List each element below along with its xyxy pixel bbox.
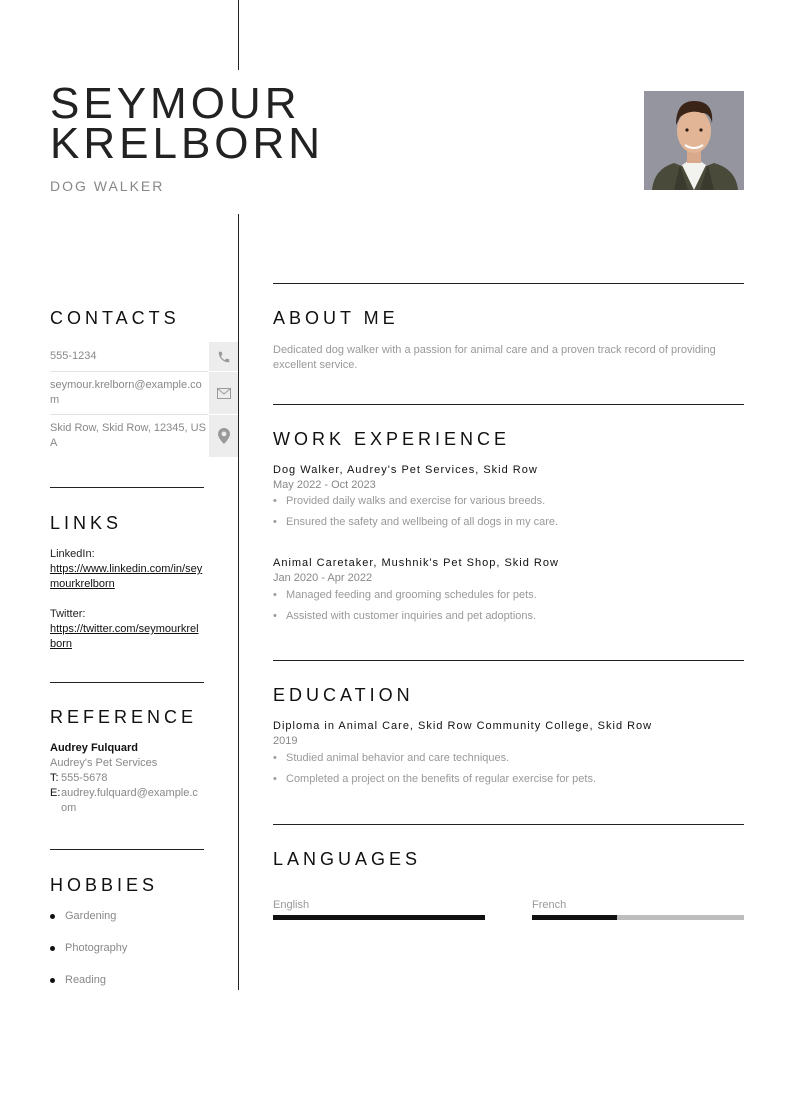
experience-date: Jan 2020 - Apr 2022 xyxy=(273,572,373,584)
about-text: Dedicated dog walker with a passion for animal care and a proven track record of providing excellent service. xyxy=(273,344,716,371)
bullet-text: Completed a project on the benefits of regular exercise for pets. xyxy=(286,773,597,785)
linkedin-label: LinkedIn: xyxy=(50,548,95,560)
reference-phone-row xyxy=(50,771,204,786)
section-divider xyxy=(273,824,744,825)
education-degree: Diploma in Animal Care, Skid Row Community College, Skid Row xyxy=(273,720,653,732)
profile-photo xyxy=(644,91,744,190)
experience-bullet: • Provided daily walks and exercise for various breeds. xyxy=(273,495,546,507)
section-divider xyxy=(273,404,744,405)
section-divider xyxy=(50,682,204,683)
contact-address xyxy=(50,415,238,457)
bullet-text: Studied animal behavior and care techniques. xyxy=(286,752,510,764)
candidate-name xyxy=(50,79,325,168)
bullet-text: Managed feeding and grooming schedules for pets. xyxy=(286,589,537,601)
about-heading: ABOUT ME xyxy=(273,308,399,328)
email-text: seymour.krelborn@example.com xyxy=(50,379,202,406)
hobby-item xyxy=(50,974,106,986)
link-linkedin xyxy=(50,547,204,592)
hobby-label: Reading xyxy=(65,974,106,986)
education-bullet: • Studied animal behavior and care techniques. xyxy=(273,752,510,764)
column-divider-line xyxy=(238,214,239,990)
reference-phone: 555-5678 xyxy=(61,772,108,784)
links-heading: LINKS xyxy=(50,513,123,533)
education-year: 2019 xyxy=(273,735,298,747)
twitter-label: Twitter: xyxy=(50,608,86,620)
hobby-item xyxy=(50,942,127,954)
contact-email xyxy=(50,372,238,414)
hobbies-heading: HOBBIES xyxy=(50,875,159,895)
bullet-text: Provided daily walks and exercise for various breeds. xyxy=(286,495,546,507)
mail-icon xyxy=(209,372,238,414)
reference-email-label: E: xyxy=(50,787,61,799)
experience-heading: WORK EXPERIENCE xyxy=(273,429,511,449)
contacts-heading: CONTACTS xyxy=(50,308,180,328)
languages-heading: LANGUAGES xyxy=(273,849,422,869)
reference-name: Audrey Fulquard xyxy=(50,742,139,754)
link-twitter xyxy=(50,607,204,652)
education-heading: EDUCATION xyxy=(273,685,414,705)
language-name: French xyxy=(532,899,567,911)
experience-title: Animal Caretaker, Mushnik's Pet Shop, Skid Row xyxy=(273,557,559,569)
reference-heading: REFERENCE xyxy=(50,707,198,727)
reference-email: audrey.fulquard@example.com xyxy=(61,787,198,814)
twitter-url[interactable]: https://twitter.com/seymourkrelborn xyxy=(50,623,199,650)
top-divider-line xyxy=(238,0,239,70)
name-line-1: SEYMOUR xyxy=(50,79,301,128)
bullet-dot xyxy=(50,978,55,983)
reference-block xyxy=(50,741,204,816)
section-divider xyxy=(273,283,744,284)
experience-bullet: • Ensured the safety and wellbeing of all dogs in my care. xyxy=(273,516,559,528)
experience-title: Dog Walker, Audrey's Pet Services, Skid Row xyxy=(273,464,538,476)
experience-bullet: • Assisted with customer inquiries and pet adoptions. xyxy=(273,610,537,622)
address-text: Skid Row, Skid Row, 12345, USA xyxy=(50,422,206,449)
reference-company: Audrey's Pet Services xyxy=(50,757,158,769)
hobby-item xyxy=(50,910,116,922)
language-name: English xyxy=(273,899,310,911)
bullet-dot xyxy=(50,914,55,919)
job-title: DOG WALKER xyxy=(50,178,165,194)
linkedin-url[interactable]: https://www.linkedin.com/in/seymourkrelborn xyxy=(50,563,203,590)
section-divider xyxy=(50,849,204,850)
language-level-bar xyxy=(273,915,485,920)
language-level-fill xyxy=(273,915,485,920)
section-divider xyxy=(273,660,744,661)
experience-entry xyxy=(273,557,744,622)
experience-date: May 2022 - Oct 2023 xyxy=(273,479,376,491)
section-divider xyxy=(50,487,204,488)
bullet-text: Assisted with customer inquiries and pet adoptions. xyxy=(286,610,537,622)
reference-email-row xyxy=(50,786,204,816)
hobby-label: Photography xyxy=(65,942,128,954)
bullet-text: Ensured the safety and wellbeing of all dogs in my care. xyxy=(286,516,559,528)
bullet-dot xyxy=(50,946,55,951)
hobby-label: Gardening xyxy=(65,910,117,922)
phone-text: 555-1234 xyxy=(50,350,97,362)
name-line-2: KRELBORN xyxy=(50,119,325,168)
education-bullet: • Completed a project on the benefits of regular exercise for pets. xyxy=(273,773,597,785)
contact-phone xyxy=(50,342,238,371)
language-level-bar xyxy=(532,915,744,920)
language-level-fill xyxy=(532,915,617,920)
experience-bullet: • Managed feeding and grooming schedules for pets. xyxy=(273,589,537,601)
location-pin-icon xyxy=(209,415,238,457)
education-entry xyxy=(273,720,744,785)
reference-phone-label: T: xyxy=(50,772,59,784)
experience-entry xyxy=(273,464,744,528)
phone-icon xyxy=(209,342,238,371)
